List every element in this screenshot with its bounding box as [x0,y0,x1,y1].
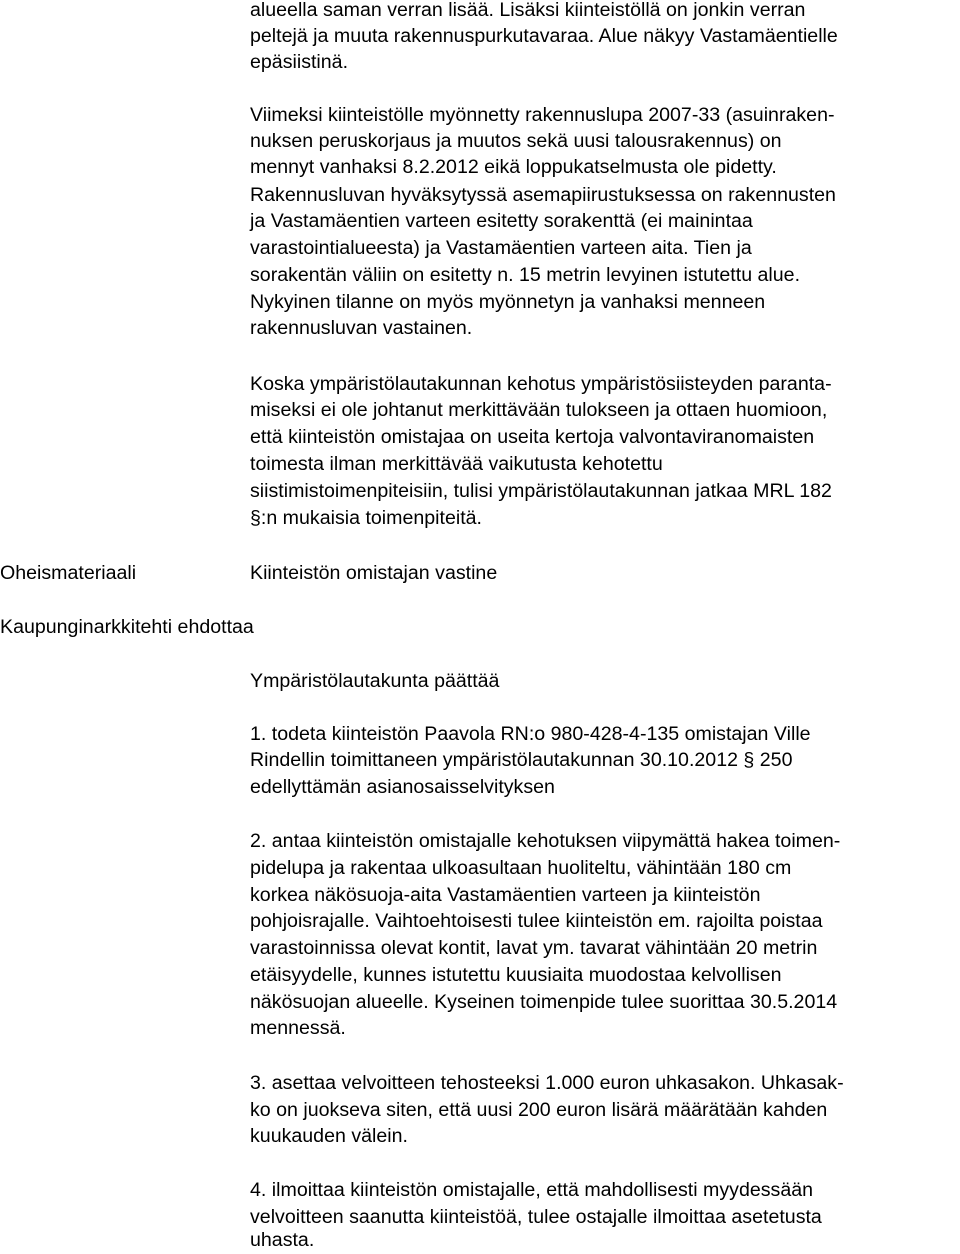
attachments-label: Oheismateriaali [0,562,137,584]
text-line: ko on juokseva siten, että uusi 200 euron lisärä määrätään kahden [250,1099,828,1121]
text-line: toimesta ilman merkittävää vaikutusta kehotettu [250,453,663,475]
text-line: alueella saman verran lisää. Lisäksi kiinteistöllä on jonkin verran [250,0,806,21]
text-line: Viimeksi kiinteistölle myönnetty rakennuslupa 2007-33 (asuinraken- [250,104,835,126]
text-line: kuukauden välein. [250,1125,408,1147]
decision-heading: Ympäristölautakunta päättää [250,670,500,692]
text-line: nuksen peruskorjaus ja muutos sekä uusi talousrakennus) on [250,130,782,152]
text-line: 2. antaa kiinteistön omistajalle kehotuksen viipymättä hakea toimen- [250,830,841,852]
attachments-value: Kiinteistön omistajan vastine [250,562,498,584]
text-line: 1. todeta kiinteistön Paavola RN:o 980-428-4-135 omistajan Ville [250,723,811,745]
text-line: Nykyinen tilanne on myös myönnetyn ja vanhaksi menneen [250,291,766,313]
text-line: mennyt vanhaksi 8.2.2012 eikä loppukatselmusta ole pidetty. [250,156,777,178]
text-line: ja Vastamäentien varteen esitetty sorakenttä (ei mainintaa [250,210,753,232]
text-line: mennessä. [250,1017,346,1039]
text-line: velvoitteen saanutta kiinteistöä, tulee ostajalle ilmoittaa asetetusta [250,1206,822,1228]
text-line: etäisyydelle, kunnes istutettu kuusiaita muodostaa kelvollisen [250,964,782,986]
text-line: peltejä ja muuta rakennuspurkutavaraa. Alue näkyy Vastamäentielle [250,25,838,47]
text-line: siistimistoimenpiteisiin, tulisi ympäristölautakunnan jatkaa MRL 182 [250,480,832,502]
text-line: Rindellin toimittaneen ympäristölautakunnan 30.10.2012 § 250 [250,749,793,771]
text-line: 4. ilmoittaa kiinteistön omistajalle, että mahdollisesti myydessään [250,1179,814,1201]
text-line: varastoinnissa olevat kontit, lavat ym. tavarat vähintään 20 metrin [250,937,818,959]
text-line: pohjoisrajalle. Vaihtoehtoisesti tulee kiinteistön em. rajoilta poistaa [250,910,823,932]
text-line: edellyttämän asianosaisselvityksen [250,776,555,798]
text-line: §:n mukaisia toimenpiteitä. [250,507,482,529]
text-line: Rakennusluvan hyväksytyssä asemapiirustuksessa on rakennusten [250,184,836,206]
text-line: rakennusluvan vastainen. [250,317,473,339]
text-line: pidelupa ja rakentaa ulkoasultaan huoliteltu, vähintään 180 cm [250,857,792,879]
text-line: sorakentän väliin on esitetty n. 15 metrin levyinen istutettu alue. [250,264,801,286]
text-line: miseksi ei ole johtanut merkittävään tulokseen ja ottaen huomioon, [250,399,828,421]
text-line: uhasta. [250,1229,315,1251]
proposal-label: Kaupunginarkkitehti ehdottaa [0,616,254,638]
text-line: että kiinteistön omistajaa on useita kertoja valvontaviranomaisten [250,426,815,448]
text-line: 3. asettaa velvoitteen tehosteeksi 1.000 euron uhkasakon. Uhkasak- [250,1072,844,1094]
text-line: varastointialueesta) ja Vastamäentien varteen aita. Tien ja [250,237,752,259]
text-line: Koska ympäristölautakunnan kehotus ympäristösiisteyden paranta- [250,373,832,395]
text-line: korkea näkösuoja-aita Vastamäentien varteen ja kiinteistön [250,884,761,906]
text-line: näkösuojan alueelle. Kyseinen toimenpide tulee suorittaa 30.5.2014 [250,991,838,1013]
text-line: epäsiistinä. [250,51,349,73]
